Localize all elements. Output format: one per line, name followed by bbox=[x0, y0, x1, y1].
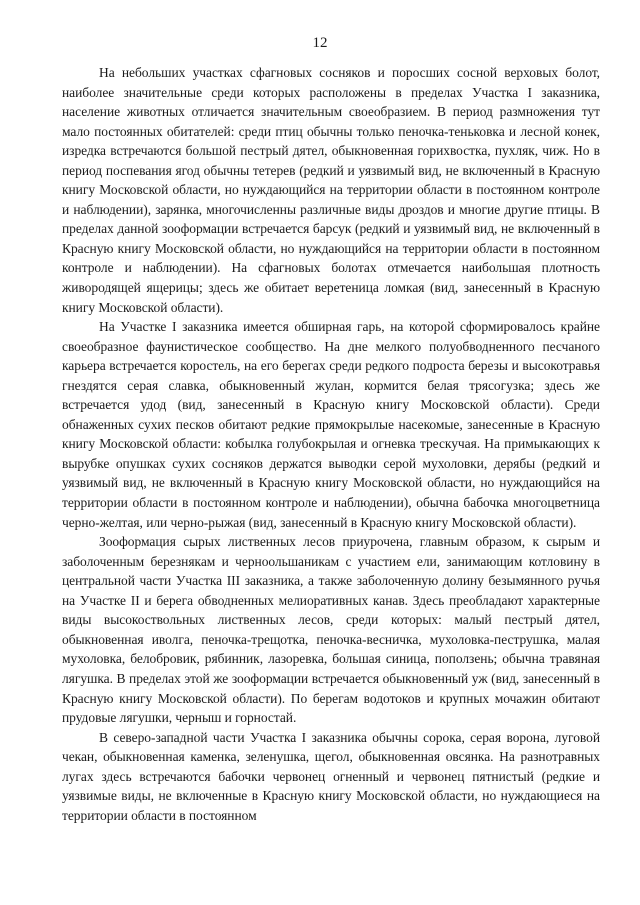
paragraph-wet-deciduous-forests: Зооформация сырых лиственных лесов приурочена, главным образом, к сырым и заболоченным березнякам и черноольшаникам с участием ели, занимающим котловину в центральной части Участка III заказника, а также заболоченную долину безымянного ручья на Участке II и берега обводненных мелиоративных канав. Здесь преобладают характерные виды высокоствольных лиственных лесов, среди которых: малый пестрый дятел, обыкновенная иволга, пеночка-трещотка, пеночка-весничка, мухоловка-пеструшка, малая мухоловка, белобровик, рябинник, лазоревка, большая синица, поползень; обычна травяная лягушка. В пределах этой же зооформации встречается обыкновенный уж (вид, занесенный в Красную книгу Московской области). По берегам водотоков и крупных мочажин обитают прудовые лягушки, черныш и горностай. bbox=[62, 534, 600, 726]
paragraph-burnt-area: На Участке I заказника имеется обширная гарь, на которой сформировалось крайне своеобразное фаунистическое сообщество. На дне мелкого полуобводненного песчаного карьера встречается коростель, на его берегах среди редкого подроста березы и высокотравья гнездятся серая славка, обыкновенный жулан, кормится белая трясогузка; здесь же встречается удод (вид, занесенный в Красную книгу Московской области). Среди обнаженных сухих песков обитают редкие прямокрылые насекомые, занесенные в Красную книгу Московской области: кобылка голубокрылая и огневка трескучая. На примыкающих к вырубке опушках сухих сосняков держатся выводки серой мухоловки, дерябы (редкий и уязвимый вид, не включенный в Красную книгу Московской области, но нуждающийся на территории области в постоянном контроле и наблюдении), обычна бабочка многоцветница черно-желтая, или черно-рыжая (вид, занесенный в Красную книгу Московской области). bbox=[62, 319, 600, 530]
paragraph-northwest-meadows: В северо-западной части Участка I заказника обычны сорока, серая ворона, луговой чекан, обыкновенная каменка, зеленушка, щегол, обыкновенная овсянка. На разнотравных лугах здесь встречаются бабочки червонец огненный и червонец пятнистый (редкие и уязвимые виды, не включенные в Красную книгу Московской области, но нуждающиеся на территории области в постоянном bbox=[62, 729, 600, 823]
paragraph-sphagnum-pine-forests: На небольших участках сфагновых сосняков и поросших сосной верховых болот, наиболее значительные среди которых расположены в пределах Участка I заказника, население животных отличается значительным своеобразием. В период размножения тут мало постоянных обитателей: среди птиц обычны только пеночка-теньковка и лесной конек, изредка встречаются большой пестрый дятел, обыкновенная горихвостка, пухляк, чиж. Но в период поспевания ягод обычны тетерев (редкий и уязвимый вид, не включенный в Красную книгу Московской области, но нуждающийся на территории области в постоянном контроле и наблюдении), зарянка, многочисленны различные виды дроздов и многие другие птицы. В пределах данной зоoформации встречается барсук (редкий и уязвимый вид, не включенный в Красную книгу Московской области, но нуждающийся на территории области в постоянном контроле и наблюдении). На сфагновых болотах отмечается наибольшая плотность живородящей ящерицы; здесь же обитает веретеница ломкая (вид, занесенный в Красную книгу Московской области). bbox=[62, 65, 600, 315]
page-number: 12 bbox=[312, 35, 328, 51]
document-body bbox=[62, 63, 600, 825]
